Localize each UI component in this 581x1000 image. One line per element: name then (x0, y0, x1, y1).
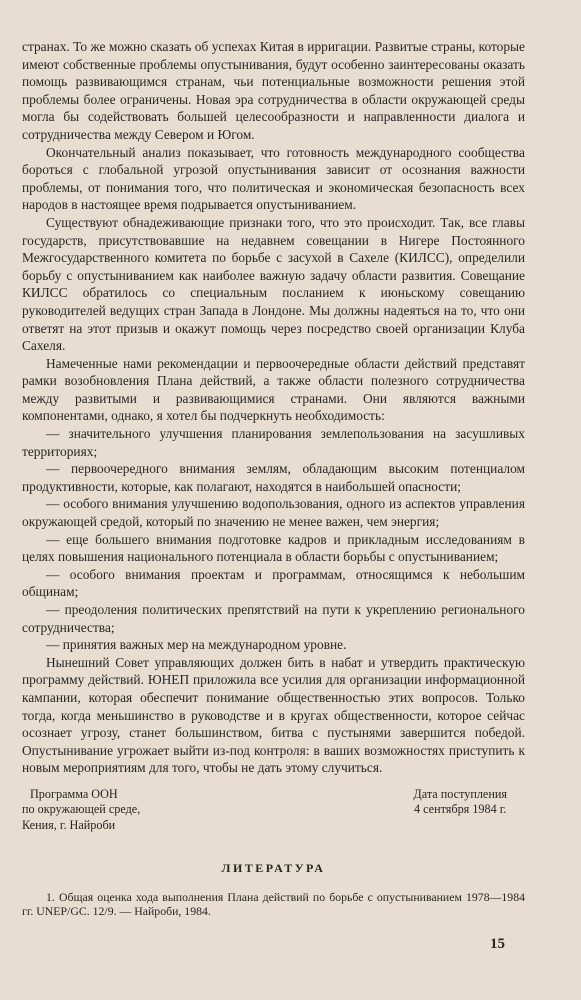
received-date-block (413, 787, 507, 818)
received-date: 4 сентября 1984 г. (413, 802, 507, 817)
affiliation-line-2: по окружающей среде, (22, 802, 141, 817)
paragraph-1: странах. То же можно сказать об успехах Китая в ирригации. Развитые страны, которые имеют собственные проблемы опустынивания, будут особенно заинтересованы оказать помощь развивающимся странам, чьи потенциальные возможности решения этой проблемы более ограничены. Новая эра сотрудничества в области окружающей среды могла бы содействовать большей целесообразности и направленности диалога и сотрудничества между Севером и Югом. (22, 39, 525, 142)
list-item-7: — принятия важных мер на международном уровне. (46, 637, 347, 653)
list-item-5: — особого внимания проектам и программам, относящимся к небольшим общинам; (22, 566, 525, 600)
list-item-1: — значительного улучшения планирования землепользования на засушливых территориях; (22, 426, 525, 459)
literature-heading: ЛИТЕРАТУРА (221, 860, 326, 875)
list-item-2: — первоочередного внимания землям, обладающим высоким потенциалом продуктивности, которые, как полагают, находятся в наибольшей опасности; (22, 461, 525, 494)
list-item-6: — преодоления политических препятствий на пути к укреплению регионального сотрудничества; (22, 602, 525, 635)
article-body (22, 38, 525, 777)
paragraph-4: Намеченные нами рекомендации и первоочередные области действий представят рамки возобновления Плана действий, а также области полезного сотрудничества между развитыми и развивающимися странами. Они являются важными компонентами, однако, я хотел бы подчеркнуть необходимость: (22, 355, 525, 424)
page-number: 15 (490, 936, 505, 952)
paragraph-2: Окончательный анализ показывает, что готовность международного сообщества бороться с глобальной угрозой опустынивания зависит от осознания важности проблемы, от понимания того, что политическая и экономическая безопасность всех народов в настоящее время подрывается опустыниванием. (22, 144, 525, 213)
literature-item-1: 1. Общая оценка хода выполнения Плана действий по борьбе с опустыниванием 1978—1984 гг. UNEP/GC. 12/9. — Найроби, 1984. (22, 889, 525, 919)
paragraph-3: Существуют обнадеживающие признаки того, что это происходит. Так, все главы государств, присутствовавшие на недавнем совещании в Нигере Постоянного Межгосударственного комитета по борьбе с засухой в Сахеле (КИЛСС), определили борьбу с опустыниванием как наиболее важную задачу области развития. Совещание КИЛСС обратилось со специальным посланием к июньскому совещанию руководителей ведущих стран Запада в Лондоне. Мы должны надеяться на то, что они ответят на этот призыв и окажут помощь через посредство своей организации Клуба Сахеля. (22, 214, 525, 354)
signature-block (22, 787, 525, 845)
list-item-4: — еще большего внимания подготовке кадров и прикладным исследованиям в целях повышения национального потенциала в области борьбы с опустыниванием; (22, 531, 525, 565)
affiliation-line-1: Программа ООН (30, 786, 118, 801)
list-item-3: — особого внимания улучшению водопользования, одного из аспектов управления окружающей средой, который по значению не менее важен, чем энергия; (22, 496, 525, 530)
affiliation-line-3: Кения, г. Найроби (22, 817, 116, 832)
paragraph-final: Нынешний Совет управляющих должен бить в набат и утвердить практическую программу действий. ЮНЕП приложила все усилия для организации информационной кампании, которая обеспечит понимание общественностью этих вопросов. Только тогда, когда меньшинство в руководстве и в кругах общественности, которое сейчас осознает угрозу, станет большинством, битва с пустынями завершится победой. Опустынивание угрожает выйти из-под контроля: в ваших возможностях приступить к новым мероприятиям для того, чтобы не дать этому случиться. (22, 654, 525, 776)
received-label: Дата поступления (413, 786, 507, 801)
author-affiliation (22, 787, 140, 834)
